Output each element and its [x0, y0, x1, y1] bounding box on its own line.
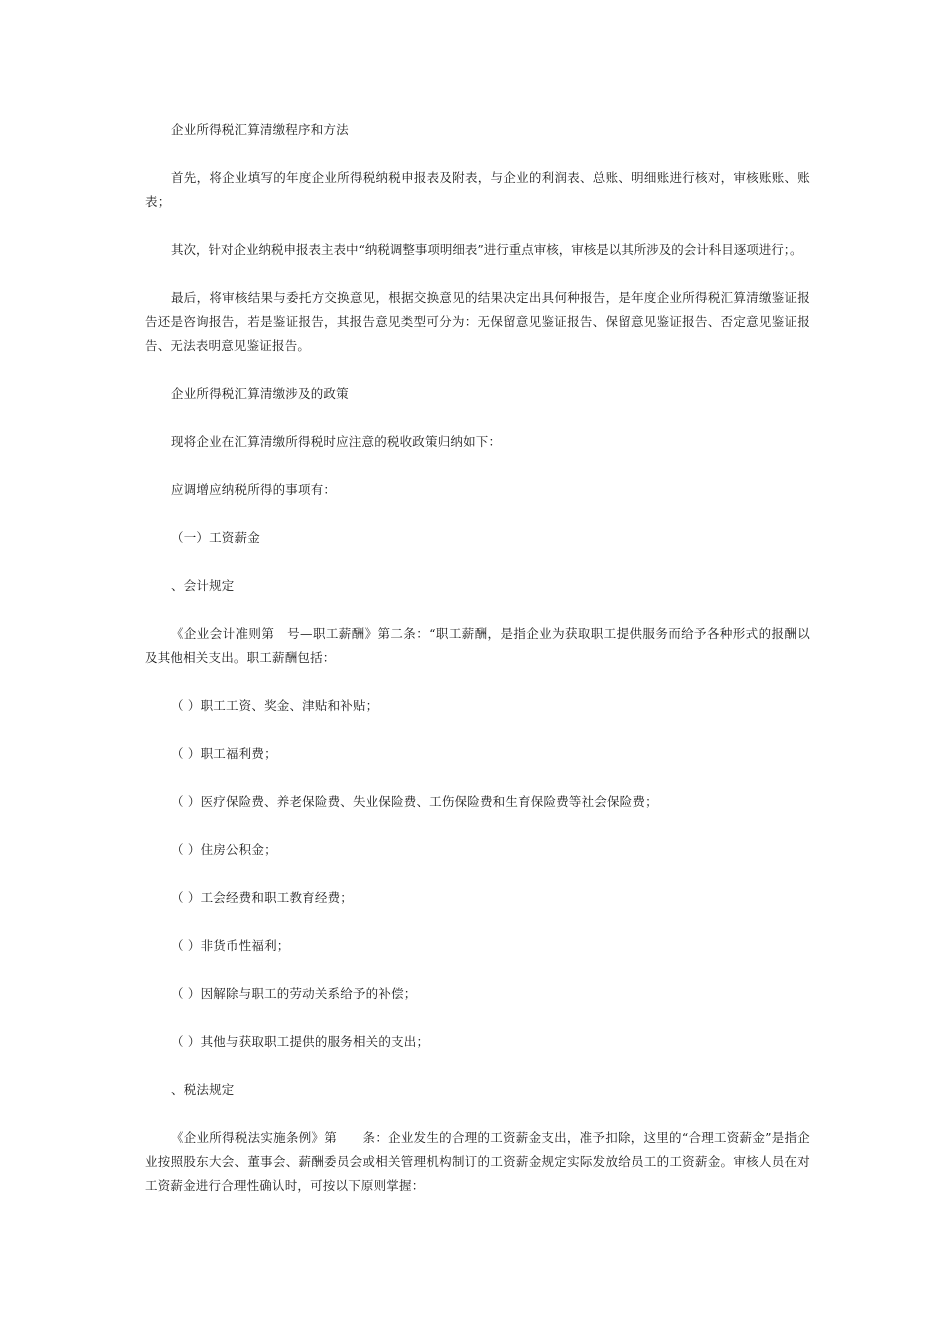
- paragraph-final-step: 最后，将审核结果与委托方交换意见，根据交换意见的结果决定出具何种报告，是年度企业所得税汇算清缴鉴证报告还是咨询报告，若是鉴证报告，其报告意见类型可分为：无保留意见鉴证报告、保留意见鉴证报告、否定意见鉴证报告、无法表明意见鉴证报告。: [145, 290, 810, 353]
- paragraph-tax-regulation: 《企业所得税法实施条例》第 条：企业发生的合理的工资薪金支出，准予扣除，这里的“合理工资薪金”是指企业按照股东大会、董事会、薪酬委员会或相关管理机构制订的工资薪金规定实际发放给员工的工资薪金。审核人员在对工资薪金进行合理性确认时，可按以下原则掌握：: [145, 1130, 810, 1193]
- list-item-non-monetary: （ ）非货币性福利；: [171, 938, 290, 953]
- list-item-union-education: （ ）工会经费和职工教育经费；: [171, 890, 353, 905]
- list-item-social-insurance: （ ）医疗保险费、养老保险费、失业保险费、工伤保险费和生育保险费等社会保险费；: [171, 794, 658, 809]
- subheading-accounting-rules: 、会计规定: [171, 578, 235, 593]
- list-item-wages-bonus: （ ）职工工资、奖金、津贴和补贴；: [171, 698, 379, 713]
- section-heading-procedure: 企业所得税汇算清缴程序和方法: [171, 122, 349, 137]
- list-item-other-expenses: （ ）其他与获取职工提供的服务相关的支出；: [171, 1034, 430, 1049]
- paragraph-first-step: 首先，将企业填写的年度企业所得税纳税申报表及附表，与企业的利润表、总账、明细账进行核对，审核账账、账表；: [145, 170, 810, 209]
- paragraph-policy-intro: 现将企业在汇算清缴所得税时应注意的税收政策归纳如下：: [171, 434, 502, 449]
- paragraph-accounting-standard: 《企业会计准则第 号—职工薪酬》第二条：“职工薪酬，是指企业为获取职工提供服务而给予各种形式的报酬以及其他相关支出。职工薪酬包括：: [145, 626, 810, 665]
- section-heading-policy: 企业所得税汇算清缴涉及的政策: [171, 386, 349, 401]
- paragraph-increase-items: 应调增应纳税所得的事项有：: [171, 482, 337, 497]
- paragraph-second-step: 其次，针对企业纳税申报表主表中“纳税调整事项明细表”进行重点审核，审核是以其所涉及的会计科目逐项进行；。: [171, 242, 803, 257]
- list-item-welfare: （ ）职工福利费；: [171, 746, 277, 761]
- list-item-termination: （ ）因解除与职工的劳动关系给予的补偿；: [171, 986, 417, 1001]
- subheading-wages: （一）工资薪金: [171, 530, 260, 545]
- subheading-tax-law: 、税法规定: [171, 1082, 235, 1097]
- list-item-housing-fund: （ ）住房公积金；: [171, 842, 277, 857]
